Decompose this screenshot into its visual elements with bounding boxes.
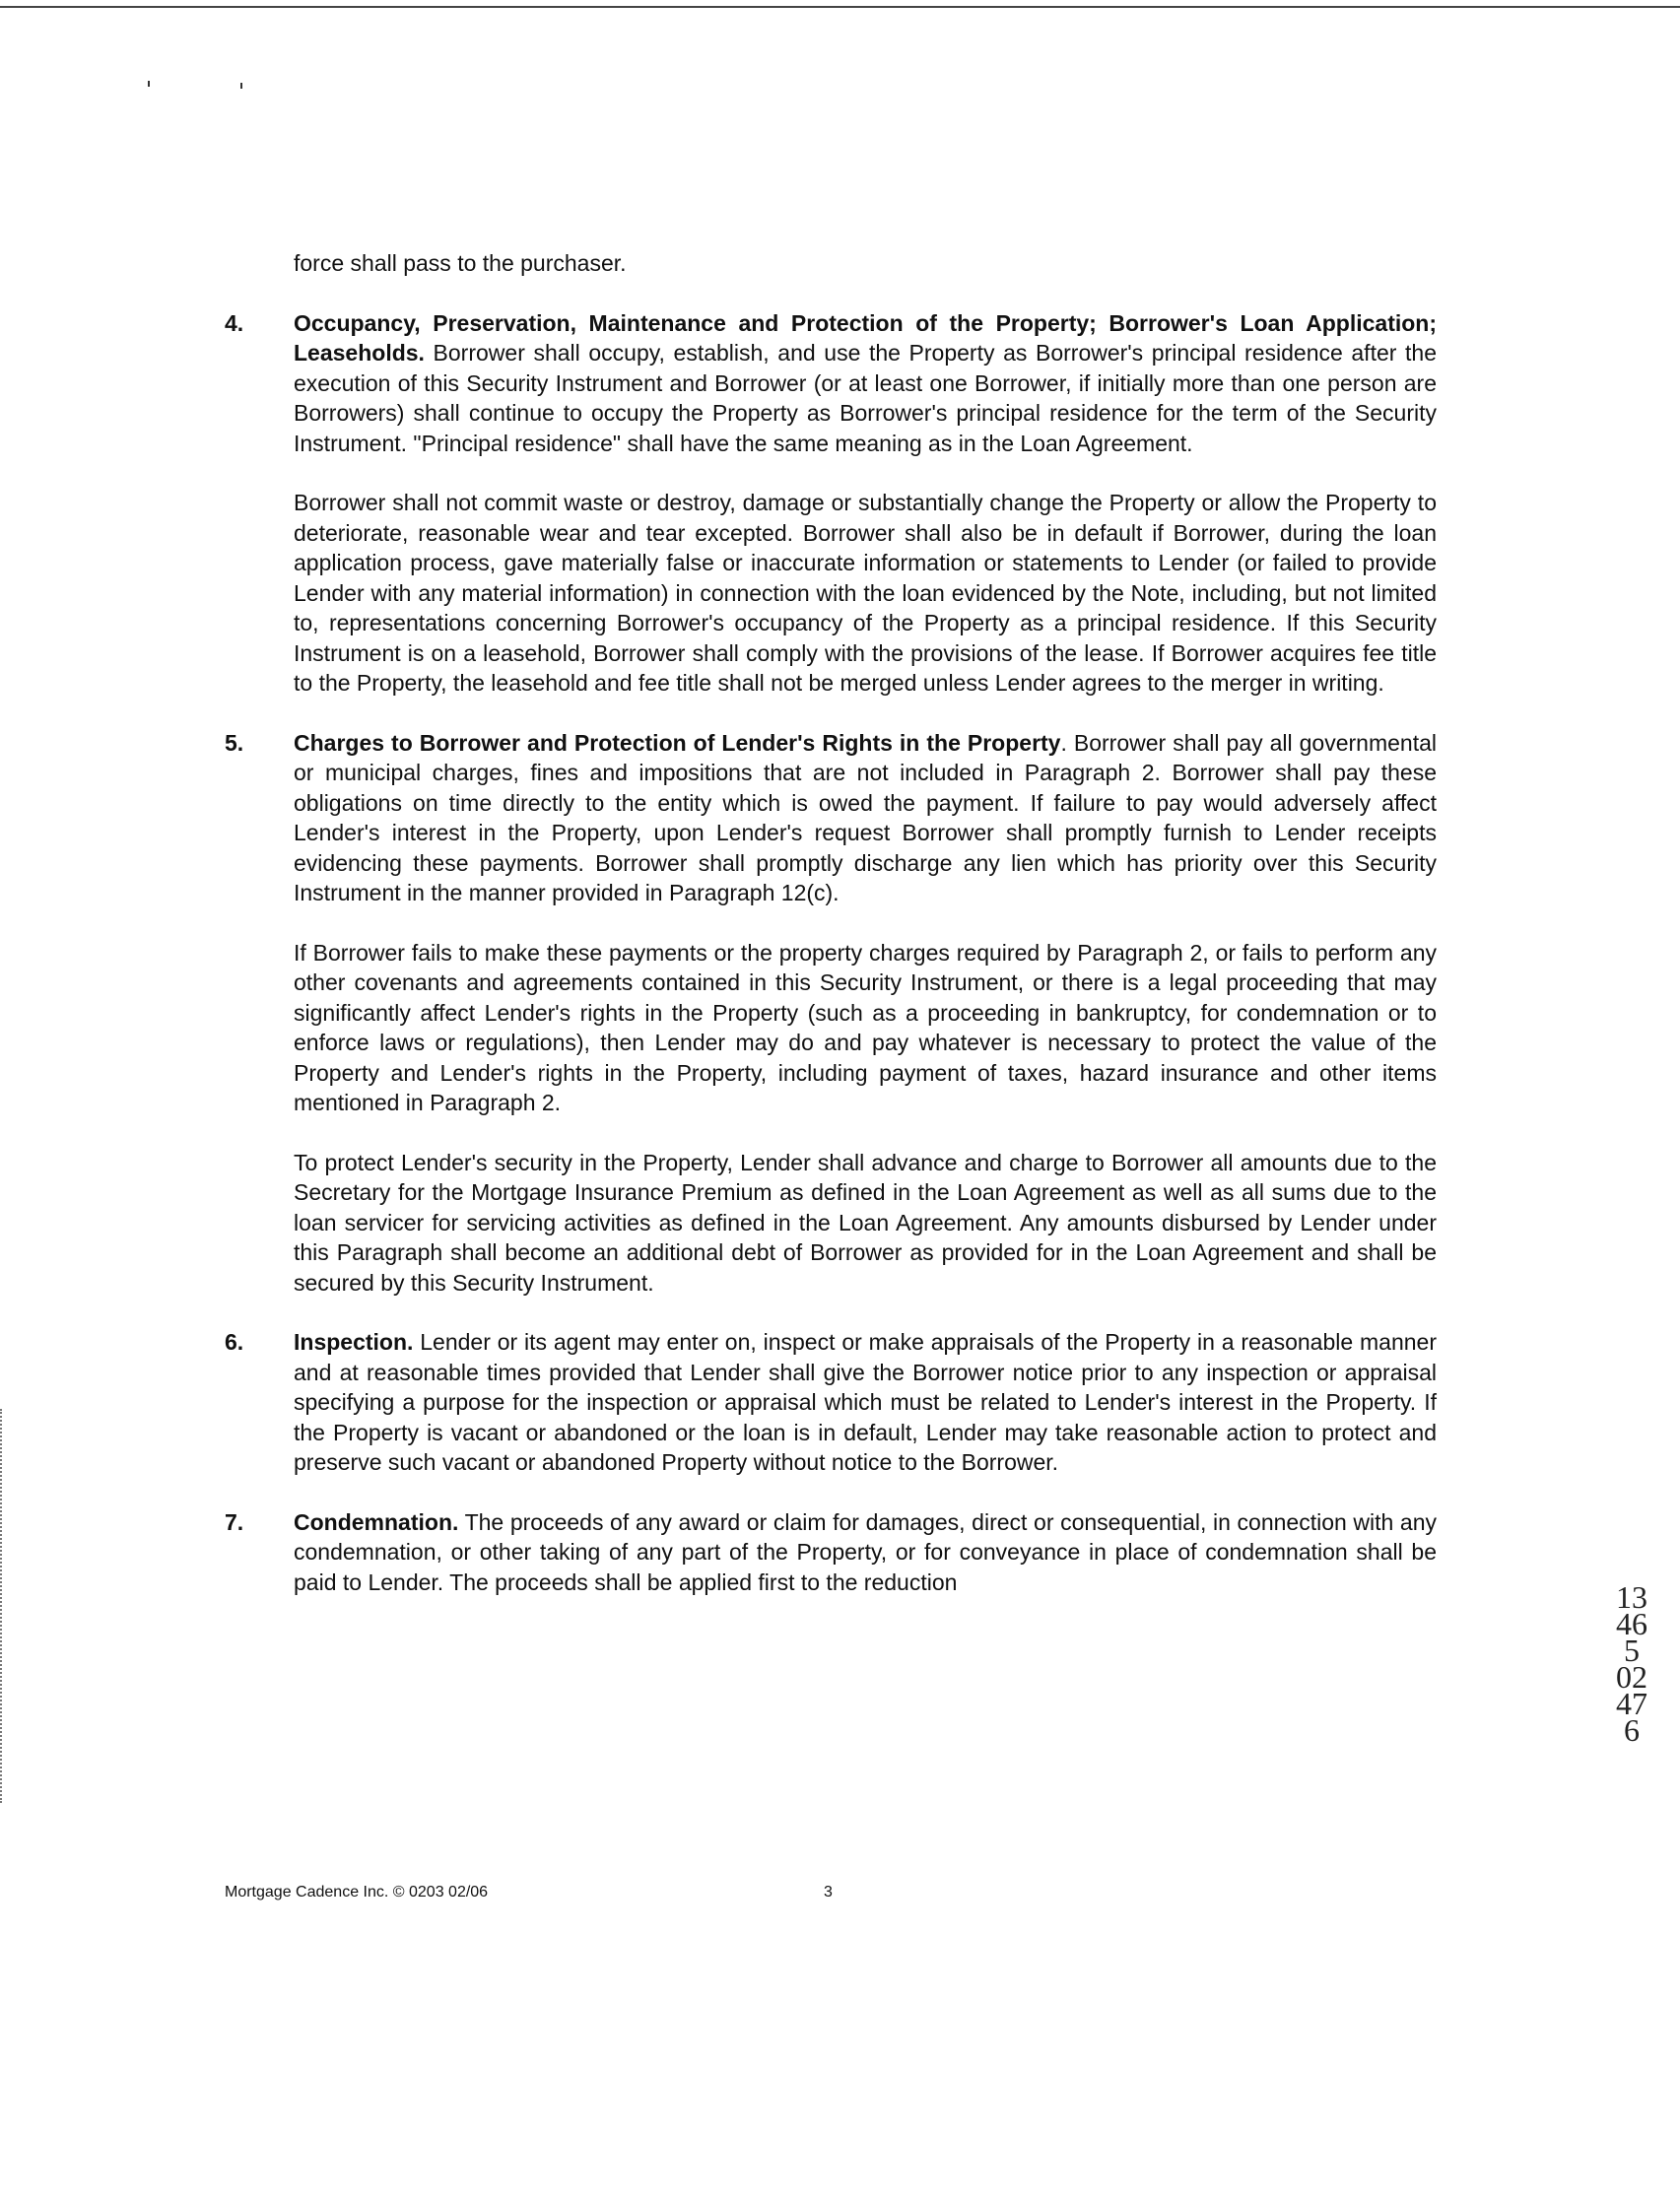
section-paragraph (294, 308, 1437, 459)
footer-copyright: Mortgage Cadence Inc. © 0203 02/06 (225, 1884, 489, 1901)
continuation-text: force shall pass to the purchaser. (294, 250, 627, 276)
section-heading: Condemnation. (294, 1508, 459, 1535)
scan-speck (148, 81, 150, 87)
section-heading: Charges to Borrower and Protection of Lender's Rights in the Property (294, 729, 1061, 756)
section-paragraph (294, 1327, 1437, 1478)
section-text: The proceeds of any award or claim for damages, direct or consequential, in connection with any condemnation, or other taking of any part of the Property, or for conveyance in place of condemnation shall be paid to Lender. The proceeds shall be applied first to the reduction (294, 1508, 1437, 1595)
section-7 (225, 1507, 1437, 1598)
section-paragraph: Borrower shall not commit waste or destroy, damage or substantially change the Property or allow the Property to deteriorate, reasonable wear and tear excepted. Borrower shall also be in default if Borrower, during the loan application process, gave materially false or inaccurate information or statements to Lender (or failed to provide Lender with any material information) in connection with the loan evidenced by the Note, including, but not limited to, representations concerning Borrower's occupancy of the Property as a principal residence. If this Security Instrument is on a leasehold, Borrower shall comply with the provisions of the lease. If Borrower acquires fee title to the Property, the leasehold and fee title shall not be merged unless Lender agrees to the merger in writing. (294, 490, 1437, 696)
section-heading: Occupancy, Preservation, Maintenance and Protection of the Property; Borrower's Loan Application; Leaseholds. (294, 309, 1437, 366)
section-6 (225, 1327, 1437, 1478)
section-paragraph (294, 1507, 1437, 1598)
section-number: 6. (225, 1329, 244, 1355)
scan-top-edge (0, 6, 1680, 8)
page-number: 3 (824, 1884, 833, 1901)
section-text: Lender or its agent may enter on, inspect or make appraisals of the Property in a reasonable manner and at reasonable times provided that Lender shall give the Borrower notice prior to any inspection or appraisal specifying a purpose for the inspection or appraisal which must be related to Lender's interest in the Property. If the Property is vacant or abandoned or the loan is in default, Lender may take reasonable action to protect and preserve such vacant or abandoned Property without notice to the Borrower. (294, 1329, 1437, 1475)
section-number: 5. (225, 729, 244, 756)
section-paragraph: If Borrower fails to make these payments or the property charges required by Paragraph 2, or fails to perform any other covenants and agreements contained in this Security Instrument, or there is a legal proceeding that may significantly affect Lender's rights in the Property (such as a proceeding in bankruptcy, for condemnation or to enforce laws or regulations), then Lender may do and pay whatever is necessary to protect the value of the Property and Lender's rights in the Property, including payment of taxes, hazard insurance and other items mentioned in Paragraph 2. (294, 939, 1437, 1115)
scan-speck (240, 83, 242, 89)
scan-left-edge (0, 1409, 4, 1803)
section-text: . Borrower shall pay all governmental or municipal charges, fines and impositions that are not included in Paragraph 2. Borrower shall pay these obligations on time directly to the entity which is owed the payment. If failure to pay would adversely affect Lender's interest in the Property, upon Lender's request Borrower shall promptly furnish to Lender receipts evidencing these payments. Borrower shall promptly discharge any lien which has priority over this Security Instrument in the manner provided in Paragraph 12(c). (294, 729, 1438, 905)
section-number: 4. (225, 309, 244, 336)
section-heading: Inspection. (294, 1329, 414, 1355)
section-number: 7. (225, 1508, 244, 1535)
section-4 (225, 308, 1437, 699)
section-paragraph (294, 728, 1437, 908)
section-paragraph: To protect Lender's security in the Property, Lender shall advance and charge to Borrower all amounts due to the Secretary for the Mortgage Insurance Premium as defined in the Loan Agreement as well as all sums due to the loan servicer for servicing activities as defined in the Loan Agreement. Any amounts disbursed by Lender under this Paragraph shall become an additional debt of Borrower as provided for in the Loan Agreement and shall be secured by this Security Instrument. (294, 1149, 1437, 1296)
section-5 (225, 728, 1437, 1299)
document-body (225, 248, 1437, 1627)
recording-stamp: 13465 02476 (1616, 1579, 1647, 1748)
section-text: Borrower shall occupy, establish, and use the Property as Borrower's principal residence after the execution of this Security Instrument and Borrower (or at least one Borrower, if initially more than one person are Borrowers) shall continue to occupy the Property as Borrower's principal residence for the term of the Security Instrument. "Principal residence" shall have the same meaning as in the Loan Agreement. (294, 340, 1437, 456)
